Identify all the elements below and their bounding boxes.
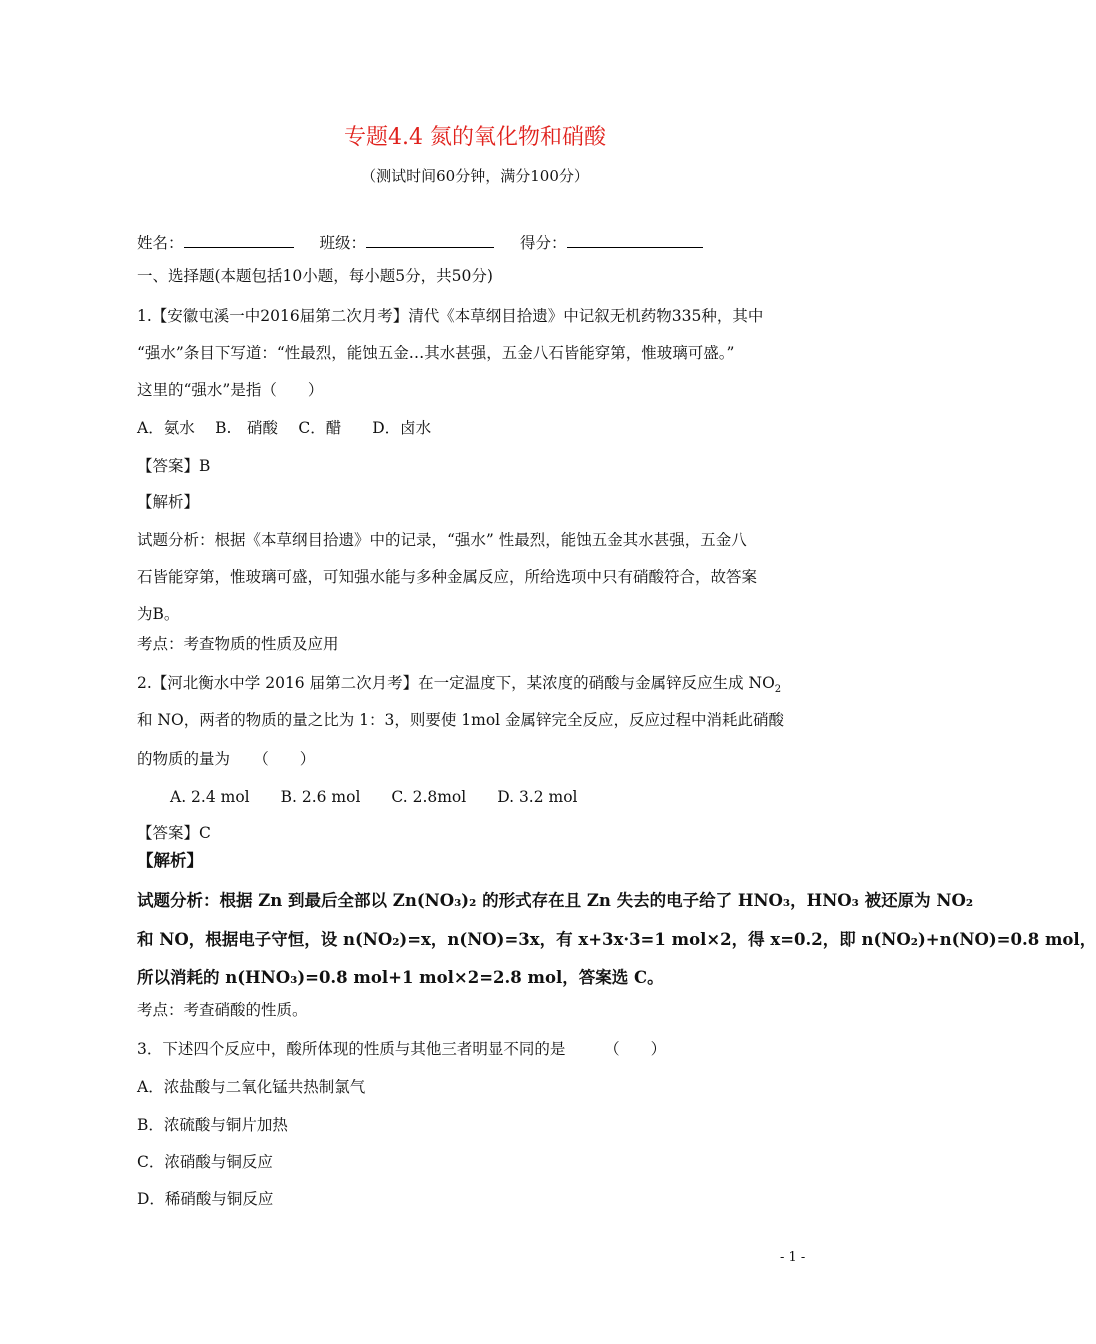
q3-option-d: D．稀硝酸与铜反应: [137, 1190, 274, 1208]
section-heading: 一、选择题(本题包括10小题，每小题5分，共50分): [137, 267, 493, 285]
class-label: 班级：: [319, 234, 367, 252]
q2-line-1-subscript: 2: [774, 684, 782, 696]
q1-options: A．氨水 B. 硝酸 C．醋 D．卤水: [137, 419, 432, 437]
q3-option-a: A．浓盐酸与二氧化锰共热制氯气: [137, 1078, 366, 1096]
q2-answer: 【答案】C: [137, 824, 211, 842]
q1-analysis-2: 石皆能穿第，惟玻璃可盛，可知强水能与多种金属反应，所给选项中只有硝酸符合，故答案: [137, 568, 758, 586]
q2-analysis-1: 试题分析：根据 Zn 到最后全部以 Zn(NO₃)₂ 的形式存在且 Zn 失去的电子给了 HNO₃，HNO₃ 被还原为 NO₂: [137, 891, 974, 910]
name-blank: [184, 233, 294, 248]
class-blank: [366, 233, 494, 248]
q1-answer: 【答案】B: [137, 457, 211, 475]
q1-point: 考点：考查物质的性质及应用: [137, 635, 339, 653]
q3-line-1: 3．下述四个反应中，酸所体现的性质与其他三者明显不同的是 （ ）: [137, 1040, 667, 1058]
q2-point: 考点：考查硝酸的性质。: [137, 1001, 308, 1019]
q1-line-2: “强水”条目下写道：“性最烈，能蚀五金…其水甚强，五金八石皆能穿第，惟玻璃可盛。”: [137, 344, 735, 362]
score-label: 得分：: [520, 234, 567, 252]
q2-analysis-3: 所以消耗的 n(HNO₃)=0.8 mol+1 mol×2=2.8 mol，答案选 C。: [137, 968, 664, 987]
name-label: 姓名：: [137, 234, 184, 252]
q2-line-2: 和 NO，两者的物质的量之比为 1：3，则要使 1mol 金属锌完全反应，反应过程中消耗此硝酸: [137, 711, 785, 729]
page-subtitle: （测试时间60分钟，满分100分）: [361, 167, 589, 185]
q2-options: A. 2.4 mol B. 2.6 mol C. 2.8mol D. 3.2 mol: [170, 788, 578, 806]
page-title: 专题4.4 氮的氧化物和硝酸: [344, 125, 606, 150]
score-blank: [567, 233, 703, 248]
student-info-row: [137, 233, 703, 253]
q2-analysis-label: 【解析】: [137, 851, 203, 870]
q2-analysis-2: 和 NO，根据电子守恒，设 n(NO₂)=x，n(NO)=3x，有 x+3x·3=1 mol×2，得 x=0.2，即 n(NO₂)+n(NO)=0.8 mol，: [137, 930, 1096, 949]
q1-analysis-label: 【解析】: [137, 493, 200, 511]
q1-line-1: 1.【安徽屯溪一中2016届第二次月考】清代《本草纲目拾遗》中记叙无机药物335种，其中: [137, 307, 764, 325]
q2-line-1: [137, 673, 781, 700]
q3-option-b: B．浓硫酸与铜片加热: [137, 1116, 288, 1134]
q3-option-c: C．浓硝酸与铜反应: [137, 1153, 273, 1171]
q2-line-3: 的物质的量为 （ ）: [137, 750, 316, 768]
q1-analysis-3: 为B。: [137, 605, 180, 623]
q1-analysis-1: 试题分析：根据《本草纲目拾遗》中的记录，“强水” 性最烈，能蚀五金其水甚强，五金八: [137, 531, 747, 549]
page-number: - 1 -: [780, 1250, 806, 1265]
q2-line-1-text: 2.【河北衡水中学 2016 届第二次月考】在一定温度下，某浓度的硝酸与金属锌反应生成 NO: [137, 674, 775, 692]
q1-line-3: 这里的“强水”是指（ ）: [137, 381, 324, 399]
